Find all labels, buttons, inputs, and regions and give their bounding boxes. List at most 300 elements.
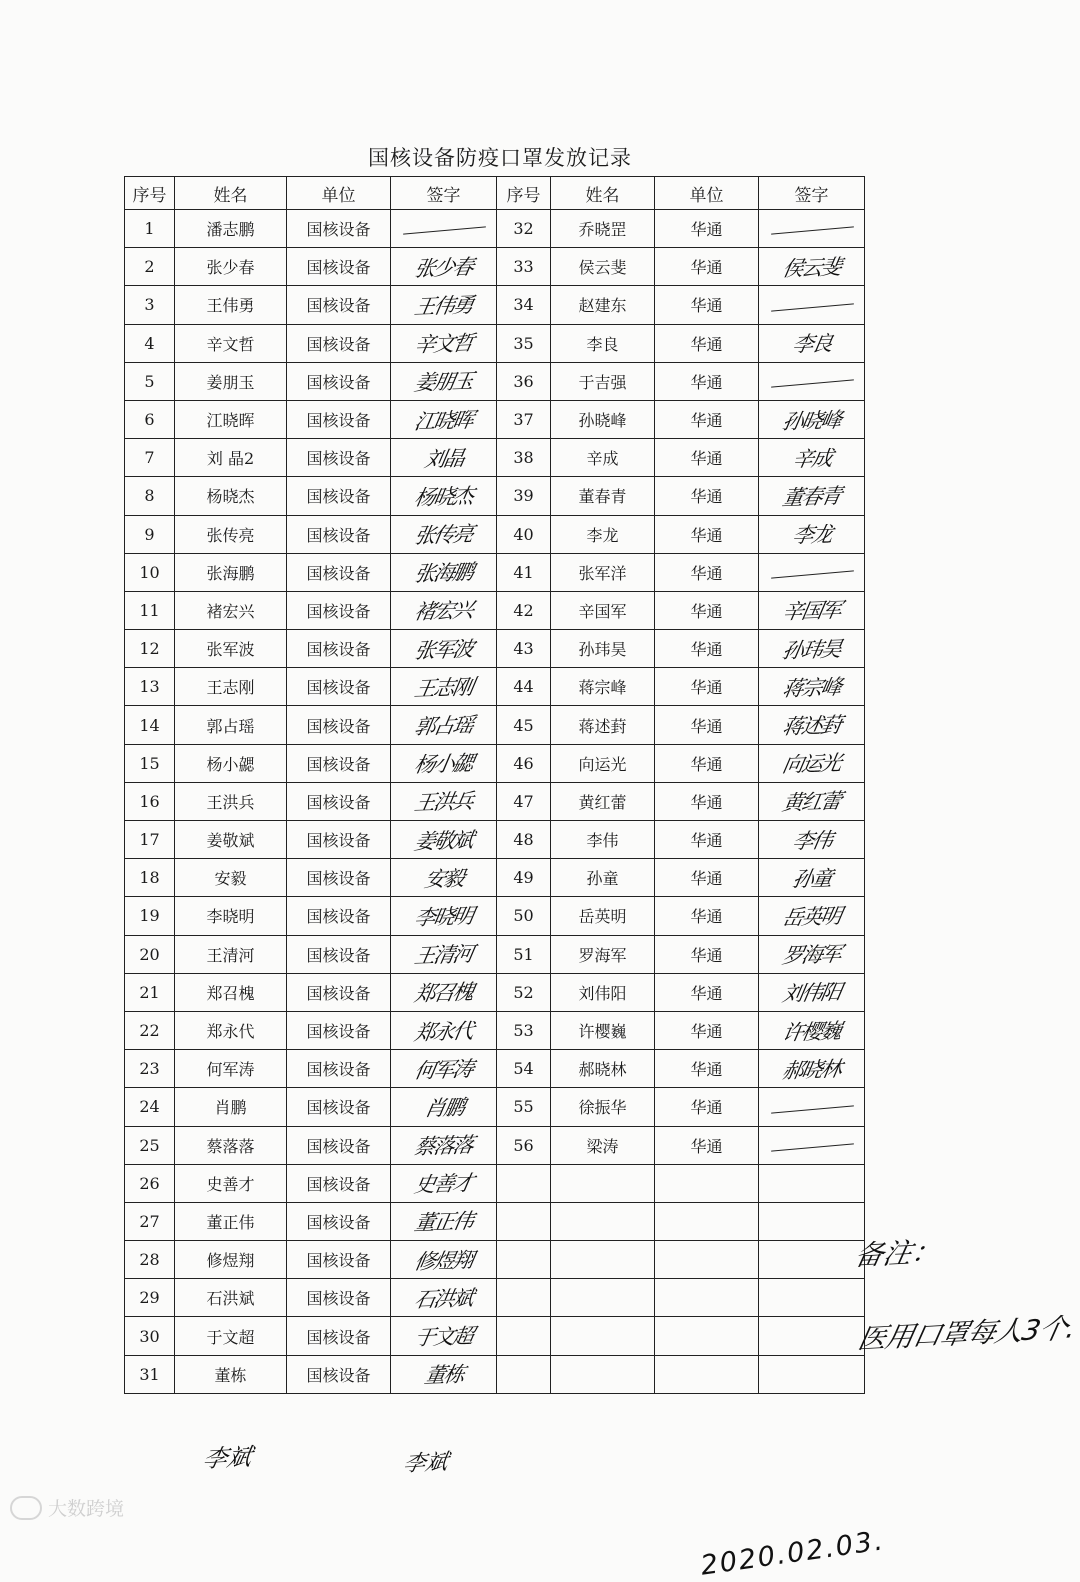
unit-cell: 国核设备 <box>287 324 391 362</box>
name-cell: 石洪斌 <box>175 1279 287 1317</box>
signature-cell <box>759 553 865 591</box>
signature-cell <box>759 1241 865 1279</box>
signature-cell <box>759 668 865 706</box>
header-cell: 序号 <box>125 177 175 210</box>
signature: 江晓晖 <box>412 407 475 434</box>
signature-cell <box>759 744 865 782</box>
signature: 王洪兵 <box>412 789 475 816</box>
row-number-cell: 11 <box>125 591 175 629</box>
unit-cell <box>655 1355 759 1393</box>
row-number-cell: 13 <box>125 668 175 706</box>
unit-cell: 国核设备 <box>287 1355 391 1393</box>
name-cell: 李龙 <box>551 515 655 553</box>
signature: 肖鹏 <box>422 1095 465 1121</box>
signature: 董栋 <box>422 1362 465 1388</box>
row-number-cell: 14 <box>125 706 175 744</box>
name-cell: 许樱巍 <box>551 1011 655 1049</box>
signature-cell <box>391 859 497 897</box>
row-number-cell: 7 <box>125 439 175 477</box>
chat-bubble-icon <box>10 1496 42 1520</box>
row-number-cell: 47 <box>497 782 551 820</box>
row-number-cell: 35 <box>497 324 551 362</box>
signature-cell <box>759 935 865 973</box>
unit-cell: 华通 <box>655 744 759 782</box>
name-cell: 王志刚 <box>175 668 287 706</box>
name-cell: 于文超 <box>175 1317 287 1355</box>
row-number-cell: 55 <box>497 1088 551 1126</box>
name-cell: 张海鹏 <box>175 553 287 591</box>
signature-cell <box>391 477 497 515</box>
header-cell: 姓名 <box>175 177 287 210</box>
signature-dash-mark <box>403 227 486 235</box>
signature-cell <box>391 935 497 973</box>
unit-cell: 华通 <box>655 706 759 744</box>
name-cell: 向运光 <box>551 744 655 782</box>
row-number-cell <box>497 1164 551 1202</box>
row-number-cell: 16 <box>125 782 175 820</box>
table-row <box>125 591 865 629</box>
signature-dash-mark <box>771 227 854 235</box>
signature-cell <box>759 477 865 515</box>
unit-cell: 国核设备 <box>287 630 391 668</box>
name-cell <box>551 1355 655 1393</box>
unit-cell: 华通 <box>655 362 759 400</box>
signature-cell <box>759 821 865 859</box>
row-number-cell: 29 <box>125 1279 175 1317</box>
row-number-cell: 42 <box>497 591 551 629</box>
table-row <box>125 286 865 324</box>
row-number-cell <box>497 1355 551 1393</box>
name-cell: 孙童 <box>551 859 655 897</box>
row-number-cell: 32 <box>497 210 551 248</box>
signature: 辛国军 <box>780 598 843 625</box>
table-row <box>125 1355 865 1393</box>
name-cell: 岳英明 <box>551 897 655 935</box>
signature-cell <box>391 1241 497 1279</box>
signature-cell <box>759 1050 865 1088</box>
name-cell: 孙玮昊 <box>551 630 655 668</box>
name-cell: 孙晓峰 <box>551 400 655 438</box>
name-cell: 王洪兵 <box>175 782 287 820</box>
header-cell: 单位 <box>287 177 391 210</box>
row-number-cell: 48 <box>497 821 551 859</box>
name-cell: 董春青 <box>551 477 655 515</box>
unit-cell: 国核设备 <box>287 744 391 782</box>
name-cell: 徐振华 <box>551 1088 655 1126</box>
signature: 姜敬斌 <box>412 827 475 854</box>
row-number-cell: 43 <box>497 630 551 668</box>
name-cell: 罗海军 <box>551 935 655 973</box>
signature-cell <box>391 744 497 782</box>
unit-cell <box>655 1164 759 1202</box>
name-cell: 李伟 <box>551 821 655 859</box>
signature: 郑召槐 <box>412 980 475 1007</box>
header-cell: 签字 <box>391 177 497 210</box>
row-number-cell: 2 <box>125 248 175 286</box>
table-row <box>125 1088 865 1126</box>
signature: 褚宏兴 <box>412 598 475 625</box>
name-cell: 修煜翔 <box>175 1241 287 1279</box>
table-row <box>125 477 865 515</box>
name-cell: 郑永代 <box>175 1011 287 1049</box>
unit-cell: 国核设备 <box>287 935 391 973</box>
name-cell: 郑召槐 <box>175 973 287 1011</box>
signature: 张海鹏 <box>412 560 475 587</box>
unit-cell: 国核设备 <box>287 782 391 820</box>
table-row <box>125 630 865 668</box>
row-number-cell: 52 <box>497 973 551 1011</box>
row-number-cell: 3 <box>125 286 175 324</box>
table-row <box>125 515 865 553</box>
signature: 孙玮昊 <box>780 636 843 663</box>
unit-cell: 华通 <box>655 553 759 591</box>
row-number-cell: 18 <box>125 859 175 897</box>
row-number-cell: 45 <box>497 706 551 744</box>
unit-cell: 国核设备 <box>287 1164 391 1202</box>
unit-cell: 华通 <box>655 1011 759 1049</box>
table-row <box>125 706 865 744</box>
signature-cell <box>759 1011 865 1049</box>
table-row <box>125 935 865 973</box>
name-cell: 刘伟阳 <box>551 973 655 1011</box>
signature-cell <box>759 1355 865 1393</box>
unit-cell: 华通 <box>655 324 759 362</box>
unit-cell: 国核设备 <box>287 439 391 477</box>
signature: 郝晓林 <box>780 1056 843 1083</box>
unit-cell: 国核设备 <box>287 821 391 859</box>
name-cell: 郝晓林 <box>551 1050 655 1088</box>
signature: 辛成 <box>790 446 833 472</box>
unit-cell: 华通 <box>655 897 759 935</box>
signature-dash-mark <box>771 571 854 579</box>
row-number-cell: 49 <box>497 859 551 897</box>
signature: 蒋述葑 <box>780 713 843 740</box>
signature: 蒋宗峰 <box>780 674 843 701</box>
footer-signature-left: 李斌 <box>200 1442 255 1474</box>
table-row <box>125 1011 865 1049</box>
row-number-cell <box>497 1202 551 1240</box>
signature: 孙童 <box>790 866 833 892</box>
row-number-cell: 40 <box>497 515 551 553</box>
table-row <box>125 897 865 935</box>
table-row <box>125 1050 865 1088</box>
unit-cell: 华通 <box>655 1126 759 1164</box>
signature: 李龙 <box>790 522 833 548</box>
row-number-cell: 41 <box>497 553 551 591</box>
row-number-cell: 28 <box>125 1241 175 1279</box>
signature: 姜朋玉 <box>412 369 475 396</box>
row-number-cell <box>497 1317 551 1355</box>
name-cell: 江晓晖 <box>175 400 287 438</box>
name-cell: 于吉强 <box>551 362 655 400</box>
row-number-cell: 56 <box>497 1126 551 1164</box>
unit-cell <box>655 1317 759 1355</box>
row-number-cell: 10 <box>125 553 175 591</box>
signature-cell <box>391 897 497 935</box>
footer-signature-middle: 李斌 <box>400 1449 451 1478</box>
signature-cell <box>391 1279 497 1317</box>
signature-cell <box>759 973 865 1011</box>
name-cell: 何军涛 <box>175 1050 287 1088</box>
signature-cell <box>391 439 497 477</box>
name-cell: 侯云斐 <box>551 248 655 286</box>
unit-cell: 华通 <box>655 1088 759 1126</box>
name-cell: 赵建东 <box>551 286 655 324</box>
note-text: 医用口罩每人3个. <box>855 1311 1078 1356</box>
name-cell: 蔡落落 <box>175 1126 287 1164</box>
table-row <box>125 1126 865 1164</box>
row-number-cell: 4 <box>125 324 175 362</box>
unit-cell: 国核设备 <box>287 1011 391 1049</box>
signature-cell <box>759 515 865 553</box>
signature-cell <box>759 362 865 400</box>
signature-cell <box>391 400 497 438</box>
name-cell: 张军波 <box>175 630 287 668</box>
table-row <box>125 744 865 782</box>
unit-cell: 国核设备 <box>287 248 391 286</box>
signature: 孙晓峰 <box>780 407 843 434</box>
signature-cell <box>391 706 497 744</box>
row-number-cell: 12 <box>125 630 175 668</box>
name-cell: 张传亮 <box>175 515 287 553</box>
unit-cell: 国核设备 <box>287 1241 391 1279</box>
row-number-cell: 22 <box>125 1011 175 1049</box>
unit-cell: 华通 <box>655 630 759 668</box>
unit-cell: 华通 <box>655 973 759 1011</box>
unit-cell: 华通 <box>655 439 759 477</box>
row-number-cell: 31 <box>125 1355 175 1393</box>
signature-cell <box>391 782 497 820</box>
row-number-cell: 24 <box>125 1088 175 1126</box>
unit-cell: 国核设备 <box>287 859 391 897</box>
signature: 安毅 <box>422 866 465 892</box>
row-number-cell: 6 <box>125 400 175 438</box>
unit-cell: 华通 <box>655 210 759 248</box>
unit-cell: 国核设备 <box>287 210 391 248</box>
signature: 张传亮 <box>412 522 475 549</box>
unit-cell: 国核设备 <box>287 286 391 324</box>
page-title: 国核设备防疫口罩发放记录 <box>368 146 632 170</box>
signature-cell <box>759 630 865 668</box>
signature-cell <box>759 1279 865 1317</box>
name-cell: 辛成 <box>551 439 655 477</box>
name-cell: 蒋述葑 <box>551 706 655 744</box>
signature-dash-mark <box>771 380 854 388</box>
signature-cell <box>759 897 865 935</box>
signature-cell <box>759 324 865 362</box>
row-number-cell: 38 <box>497 439 551 477</box>
name-cell: 张军洋 <box>551 553 655 591</box>
signature: 刘晶 <box>422 446 465 472</box>
signature-cell <box>759 439 865 477</box>
unit-cell: 华通 <box>655 286 759 324</box>
table-row <box>125 1202 865 1240</box>
row-number-cell: 26 <box>125 1164 175 1202</box>
name-cell: 辛文哲 <box>175 324 287 362</box>
row-number-cell: 9 <box>125 515 175 553</box>
name-cell: 蒋宗峰 <box>551 668 655 706</box>
row-number-cell: 19 <box>125 897 175 935</box>
signature: 李良 <box>790 331 833 357</box>
unit-cell: 国核设备 <box>287 1279 391 1317</box>
signature: 郭占瑶 <box>412 713 475 740</box>
signature-cell <box>391 362 497 400</box>
row-number-cell: 46 <box>497 744 551 782</box>
table-row <box>125 1241 865 1279</box>
row-number-cell: 25 <box>125 1126 175 1164</box>
table-row <box>125 668 865 706</box>
header-cell: 单位 <box>655 177 759 210</box>
unit-cell: 国核设备 <box>287 1317 391 1355</box>
name-cell: 张少春 <box>175 248 287 286</box>
name-cell: 李晓明 <box>175 897 287 935</box>
signature: 杨晓杰 <box>412 483 475 510</box>
signature: 史善才 <box>412 1171 475 1198</box>
signature-cell <box>759 1164 865 1202</box>
unit-cell: 华通 <box>655 477 759 515</box>
unit-cell: 华通 <box>655 400 759 438</box>
signature-cell <box>759 591 865 629</box>
unit-cell: 国核设备 <box>287 668 391 706</box>
row-number-cell: 39 <box>497 477 551 515</box>
row-number-cell: 33 <box>497 248 551 286</box>
table-row <box>125 553 865 591</box>
signature-cell <box>391 1011 497 1049</box>
table-row <box>125 439 865 477</box>
signature-cell <box>759 210 865 248</box>
name-cell: 姜敬斌 <box>175 821 287 859</box>
signature: 杨小勰 <box>412 751 475 778</box>
table-row <box>125 1279 865 1317</box>
signature: 刘伟阳 <box>780 980 843 1007</box>
row-number-cell: 50 <box>497 897 551 935</box>
signature-cell <box>759 706 865 744</box>
name-cell: 乔晓罡 <box>551 210 655 248</box>
header-cell: 序号 <box>497 177 551 210</box>
signature-cell <box>759 286 865 324</box>
table-row <box>125 782 865 820</box>
name-cell <box>551 1164 655 1202</box>
signature-dash-mark <box>771 303 854 311</box>
unit-cell: 国核设备 <box>287 1202 391 1240</box>
unit-cell: 华通 <box>655 782 759 820</box>
row-number-cell: 20 <box>125 935 175 973</box>
signature: 石洪斌 <box>412 1285 475 1312</box>
row-number-cell <box>497 1241 551 1279</box>
table-row <box>125 248 865 286</box>
signature: 王伟勇 <box>412 292 475 319</box>
signature: 蔡落落 <box>412 1133 475 1160</box>
signature-cell <box>391 591 497 629</box>
unit-cell: 华通 <box>655 591 759 629</box>
signature: 李伟 <box>790 827 833 854</box>
signature-dash-mark <box>771 1143 854 1151</box>
unit-cell: 华通 <box>655 859 759 897</box>
row-number-cell: 51 <box>497 935 551 973</box>
name-cell: 董栋 <box>175 1355 287 1393</box>
name-cell: 梁涛 <box>551 1126 655 1164</box>
row-number-cell: 36 <box>497 362 551 400</box>
header-cell: 姓名 <box>551 177 655 210</box>
signature: 罗海军 <box>780 942 843 969</box>
record-table <box>124 176 865 1394</box>
name-cell: 辛国军 <box>551 591 655 629</box>
signature-cell <box>391 821 497 859</box>
table-row <box>125 1317 865 1355</box>
unit-cell: 华通 <box>655 515 759 553</box>
name-cell: 王清河 <box>175 935 287 973</box>
table-row <box>125 400 865 438</box>
name-cell: 褚宏兴 <box>175 591 287 629</box>
signature: 王清河 <box>412 942 475 969</box>
signature-cell <box>391 286 497 324</box>
row-number-cell: 34 <box>497 286 551 324</box>
unit-cell: 国核设备 <box>287 362 391 400</box>
name-cell: 姜朋玉 <box>175 362 287 400</box>
unit-cell <box>655 1241 759 1279</box>
signature-cell <box>759 400 865 438</box>
name-cell: 黄红蕾 <box>551 782 655 820</box>
handwritten-date: 2020.02.03. <box>698 1525 887 1582</box>
signature-cell <box>391 973 497 1011</box>
table-row <box>125 859 865 897</box>
watermark <box>10 1494 124 1521</box>
signature-cell <box>391 248 497 286</box>
signature: 于文超 <box>412 1324 475 1351</box>
signature-cell <box>391 1317 497 1355</box>
table-row <box>125 973 865 1011</box>
unit-cell: 国核设备 <box>287 706 391 744</box>
unit-cell <box>655 1202 759 1240</box>
signature-cell <box>391 515 497 553</box>
signature-cell <box>391 1088 497 1126</box>
row-number-cell <box>497 1279 551 1317</box>
row-number-cell: 21 <box>125 973 175 1011</box>
name-cell: 王伟勇 <box>175 286 287 324</box>
signature-cell <box>759 859 865 897</box>
signature: 何军涛 <box>412 1056 475 1083</box>
name-cell <box>551 1279 655 1317</box>
name-cell: 潘志鹏 <box>175 210 287 248</box>
signature-cell <box>391 1126 497 1164</box>
unit-cell: 华通 <box>655 821 759 859</box>
unit-cell: 华通 <box>655 1050 759 1088</box>
row-number-cell: 23 <box>125 1050 175 1088</box>
name-cell: 杨小勰 <box>175 744 287 782</box>
signature-cell <box>391 1164 497 1202</box>
name-cell: 董正伟 <box>175 1202 287 1240</box>
name-cell: 郭占瑶 <box>175 706 287 744</box>
unit-cell: 国核设备 <box>287 553 391 591</box>
signature: 李晓明 <box>412 903 475 930</box>
signature-cell <box>391 668 497 706</box>
name-cell: 肖鹏 <box>175 1088 287 1126</box>
row-number-cell: 17 <box>125 821 175 859</box>
table-row <box>125 210 865 248</box>
table-row <box>125 324 865 362</box>
unit-cell: 国核设备 <box>287 400 391 438</box>
name-cell: 李良 <box>551 324 655 362</box>
row-number-cell: 15 <box>125 744 175 782</box>
unit-cell: 国核设备 <box>287 897 391 935</box>
unit-cell: 国核设备 <box>287 477 391 515</box>
signature: 郑永代 <box>412 1018 475 1045</box>
signature: 张军波 <box>412 636 475 663</box>
signature-cell <box>759 1126 865 1164</box>
row-number-cell: 8 <box>125 477 175 515</box>
row-number-cell: 44 <box>497 668 551 706</box>
signature: 张少春 <box>412 254 475 281</box>
